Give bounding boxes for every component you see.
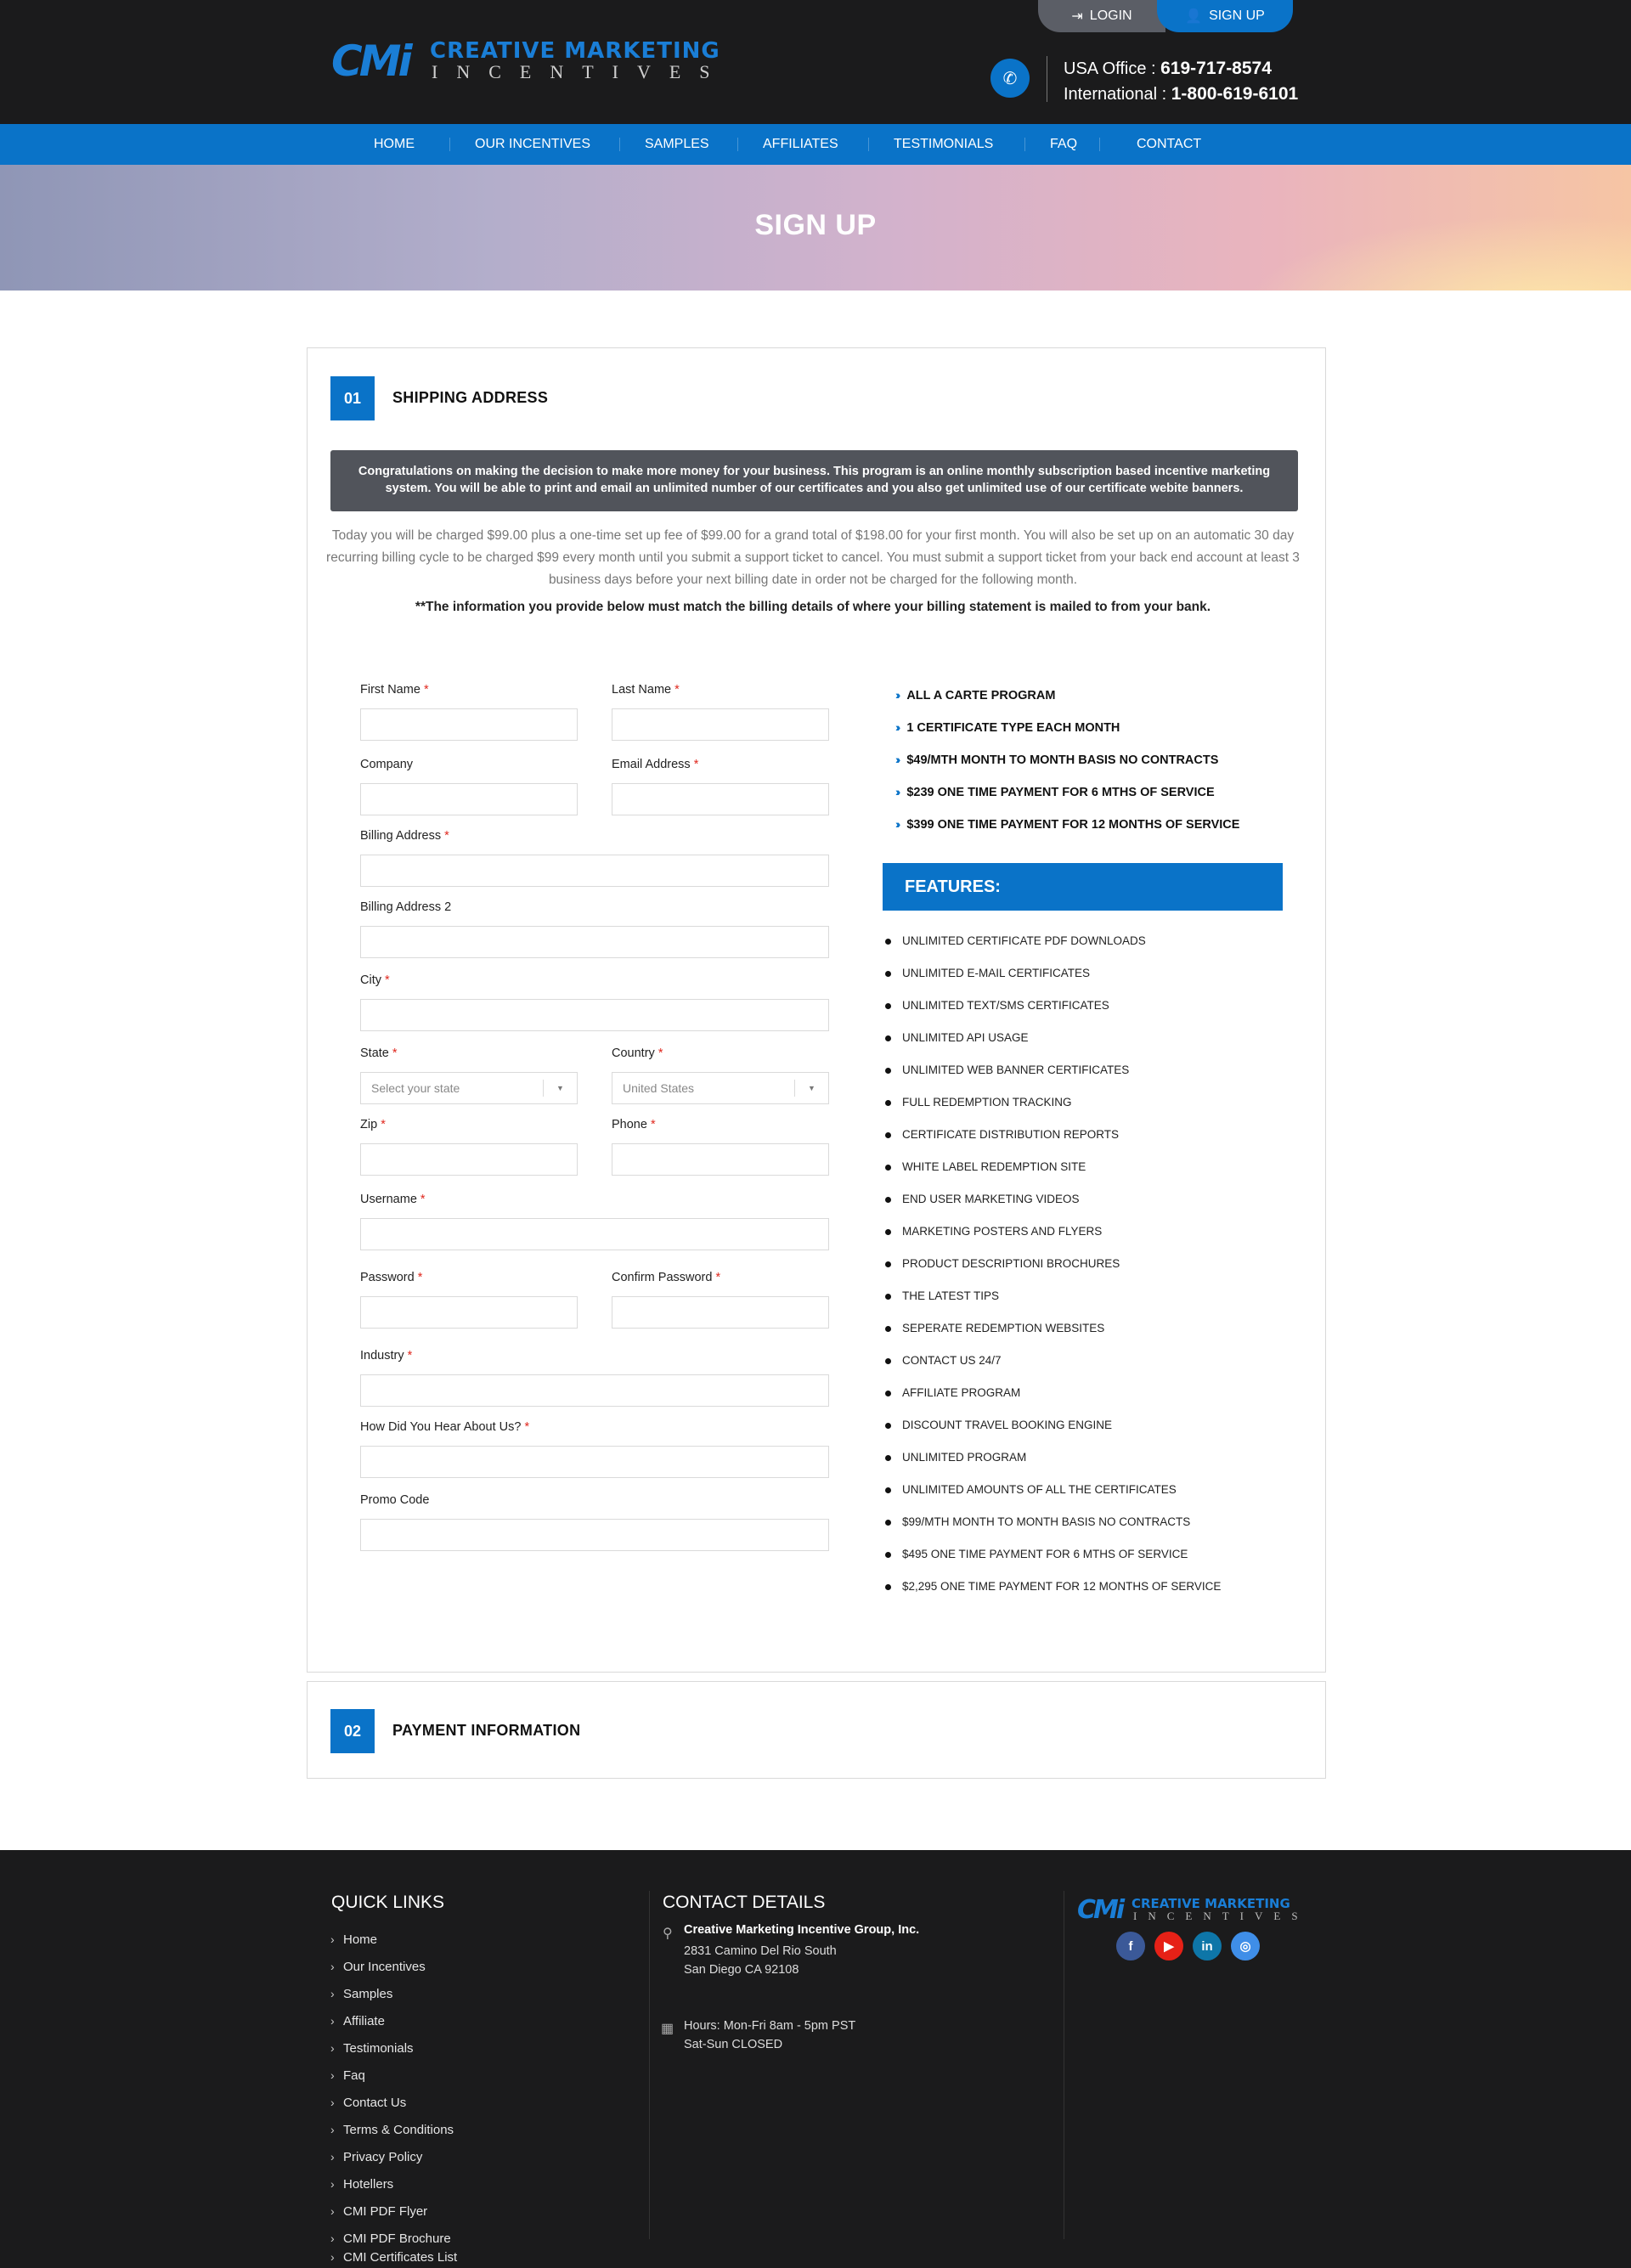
- state-label: State *: [360, 1047, 398, 1060]
- bullet-icon: [885, 1326, 891, 1332]
- feature-item: UNLIMITED E-MAIL CERTIFICATES: [902, 967, 1090, 979]
- bullet-icon: [885, 1068, 891, 1074]
- bullet-icon: [885, 1035, 891, 1041]
- bullet-icon: [885, 1358, 891, 1364]
- zip-input[interactable]: [360, 1143, 578, 1176]
- auth-tabs: [1038, 0, 1293, 32]
- footer-link-contact-us[interactable]: › Contact Us: [330, 2096, 407, 2110]
- plan-item: ›› $239 ONE TIME PAYMENT FOR 6 MTHS OF SERVICE: [895, 785, 1215, 799]
- bullet-icon: [885, 1520, 891, 1526]
- email-input[interactable]: [612, 783, 829, 815]
- bullet-icon: [885, 1487, 891, 1493]
- step-title: SHIPPING ADDRESS: [392, 389, 549, 406]
- chevron-right-icon: ›: [330, 1987, 335, 2000]
- chevron-right-icon: ›: [330, 2123, 335, 2136]
- bullet-icon: [885, 1100, 891, 1106]
- footer: [0, 1850, 1631, 2268]
- map-pin-icon: ⚲: [663, 1927, 673, 1941]
- bullet-icon: [885, 1003, 891, 1009]
- zip-label: Zip *: [360, 1118, 386, 1131]
- footer-address2: San Diego CA 92108: [684, 1963, 799, 1977]
- promo-code-label: Promo Code: [360, 1493, 430, 1507]
- payment-information-card[interactable]: [307, 1681, 1326, 1779]
- country-select[interactable]: United States ▼: [612, 1072, 829, 1104]
- feature-item: WHITE LABEL REDEMPTION SITE: [902, 1160, 1086, 1173]
- bullet-icon: [885, 939, 891, 945]
- feature-item: $2,295 ONE TIME PAYMENT FOR 12 MONTHS OF SERVICE: [902, 1580, 1221, 1593]
- company-input[interactable]: [360, 783, 578, 815]
- site-logo[interactable]: [331, 37, 756, 86]
- feature-item: UNLIMITED API USAGE: [902, 1031, 1029, 1044]
- footer-link-samples[interactable]: › Samples: [330, 1987, 393, 2001]
- bullet-icon: [885, 1423, 891, 1429]
- user-plus-icon: 👤: [1185, 9, 1203, 24]
- logo-line2: INCENTIVES: [432, 61, 729, 82]
- confirm-password-label: Confirm Password *: [612, 1271, 721, 1284]
- feature-item: MARKETING POSTERS AND FLYERS: [902, 1225, 1102, 1238]
- logo-mark: CMi: [331, 37, 409, 86]
- nav-testimonials[interactable]: TESTIMONIALS: [894, 137, 994, 151]
- bullet-icon: [885, 1391, 891, 1396]
- feature-item: UNLIMITED CERTIFICATE PDF DOWNLOADS: [902, 934, 1146, 947]
- nav-divider: [868, 138, 869, 151]
- main-nav: [0, 124, 1631, 165]
- company-label: Company: [360, 758, 414, 771]
- feature-item: FULL REDEMPTION TRACKING: [902, 1096, 1072, 1109]
- hear-about-input[interactable]: [360, 1446, 829, 1478]
- footer-link-pdf-flyer[interactable]: › CMI PDF Flyer: [330, 2204, 428, 2219]
- nav-samples[interactable]: SAMPLES: [645, 137, 709, 151]
- step-title: PAYMENT INFORMATION: [392, 1722, 581, 1739]
- page-title: SIGN UP: [754, 209, 877, 241]
- nav-contact[interactable]: CONTACT: [1137, 137, 1202, 151]
- plan-item: ›› $399 ONE TIME PAYMENT FOR 12 MONTHS OF SERVICE: [895, 817, 1240, 832]
- chevron-down-icon: ▼: [794, 1080, 828, 1097]
- last-name-input[interactable]: [612, 708, 829, 741]
- feature-item: THE LATEST TIPS: [902, 1289, 999, 1302]
- first-name-input[interactable]: [360, 708, 578, 741]
- feature-item: UNLIMITED TEXT/SMS CERTIFICATES: [902, 999, 1109, 1012]
- footer-link-our-incentives[interactable]: › Our Incentives: [330, 1960, 426, 1974]
- promo-code-input[interactable]: [360, 1519, 829, 1551]
- double-chevron-icon: ››: [895, 785, 899, 798]
- facebook-icon[interactable]: f: [1116, 1932, 1145, 1961]
- bullet-icon: [885, 1294, 891, 1300]
- chevron-right-icon: ›: [330, 1932, 335, 1946]
- nav-our-incentives[interactable]: OUR INCENTIVES: [475, 137, 591, 151]
- username-label: Username *: [360, 1193, 426, 1206]
- double-chevron-icon: ››: [895, 753, 899, 766]
- footer-link-affiliate[interactable]: › Affiliate: [330, 2014, 385, 2028]
- step-number: 02: [330, 1709, 375, 1753]
- hero-banner: [0, 165, 1631, 291]
- billing-info: Today you will be charged $99.00 plus a one-time set up fee of $99.00 for a grand total of $198.00 for your first month. You will also be set up on an automatic 30 day recurring billing cycle to be charged $99 every month until you submit a support ticket to cancel. You must submit a support ticket from your back end account at least 3 business days before your next billing date in order not be charged for the following month.: [326, 528, 1300, 587]
- country-label: Country *: [612, 1047, 663, 1060]
- bullet-icon: [885, 1229, 891, 1235]
- footer-hours1: Hours: Mon-Fri 8am - 5pm PST: [684, 2019, 856, 2033]
- footer-link-pdf-brochure[interactable]: › CMI PDF Brochure: [330, 2231, 451, 2246]
- nav-affiliates[interactable]: AFFILIATES: [763, 137, 838, 151]
- shipping-address-card: [307, 347, 1326, 1673]
- footer-link-privacy[interactable]: › Privacy Policy: [330, 2150, 423, 2164]
- billing-address2-input[interactable]: [360, 926, 829, 958]
- feature-item: PRODUCT DESCRIPTIONI BROCHURES: [902, 1257, 1120, 1270]
- billing-address-input[interactable]: [360, 855, 829, 887]
- password-input[interactable]: [360, 1296, 578, 1329]
- double-chevron-icon: ››: [895, 720, 899, 734]
- bullet-icon: [885, 1261, 891, 1267]
- calendar-icon: ▦: [661, 2022, 674, 2036]
- chevron-right-icon: ›: [330, 2204, 335, 2218]
- phone-label: Phone *: [612, 1118, 656, 1131]
- feature-item: CONTACT US 24/7: [902, 1354, 1002, 1367]
- phone-input[interactable]: [612, 1143, 829, 1176]
- linkedin-icon[interactable]: in: [1193, 1932, 1222, 1961]
- chevron-right-icon: ›: [330, 1960, 335, 1973]
- chevron-right-icon: ›: [330, 2250, 335, 2264]
- footer-logo[interactable]: CMi CREATIVE MARKETING INCENTIVES: [1077, 1895, 1309, 1925]
- double-chevron-icon: ››: [895, 688, 899, 702]
- feature-item: DISCOUNT TRAVEL BOOKING ENGINE: [902, 1419, 1112, 1431]
- usa-phone[interactable]: 619-717-8574: [1160, 59, 1272, 78]
- chevron-right-icon: ›: [330, 2014, 335, 2028]
- contact-details-title: CONTACT DETAILS: [663, 1893, 826, 1912]
- youtube-icon[interactable]: ▶: [1154, 1932, 1183, 1961]
- instagram-icon[interactable]: ◎: [1231, 1932, 1260, 1961]
- footer-company: Creative Marketing Incentive Group, Inc.: [684, 1923, 920, 1937]
- state-select[interactable]: Select your state ▼: [360, 1072, 578, 1104]
- chevron-right-icon: ›: [330, 2041, 335, 2055]
- double-chevron-icon: ››: [895, 817, 899, 831]
- industry-label: Industry *: [360, 1349, 413, 1362]
- header: [0, 0, 1631, 124]
- login-icon: ⇥: [1071, 9, 1083, 24]
- chevron-right-icon: ›: [330, 2150, 335, 2164]
- features-heading: FEATURES:: [883, 863, 1283, 911]
- city-input[interactable]: [360, 999, 829, 1031]
- billing-address2-label: Billing Address 2: [360, 900, 452, 914]
- password-label: Password *: [360, 1271, 423, 1284]
- header-phones: USA Office : 619-717-8574 International : 1-800-619-6101: [1064, 59, 1299, 104]
- first-name-label: First Name *: [360, 683, 429, 697]
- plan-item: ›› 1 CERTIFICATE TYPE EACH MONTH: [895, 720, 1120, 735]
- feature-item: END USER MARKETING VIDEOS: [902, 1193, 1080, 1205]
- confirm-password-input[interactable]: [612, 1296, 829, 1329]
- nav-divider: [1024, 138, 1025, 151]
- nav-divider: [619, 138, 620, 151]
- chevron-down-icon: ▼: [543, 1080, 577, 1097]
- footer-link-faq[interactable]: › Faq: [330, 2068, 365, 2083]
- email-label: Email Address *: [612, 758, 699, 771]
- chevron-right-icon: ›: [330, 2177, 335, 2191]
- bullet-icon: [885, 1197, 891, 1203]
- signup-button[interactable]: 👤 SIGN UP: [1157, 0, 1293, 32]
- bullet-icon: [885, 1552, 891, 1558]
- feature-item: UNLIMITED PROGRAM: [902, 1451, 1026, 1464]
- username-input[interactable]: [360, 1218, 829, 1250]
- nav-faq[interactable]: FAQ: [1050, 137, 1078, 151]
- billing-note: **The information you provide below must match the billing details of where your billing statement is mailed to from your bank.: [415, 600, 1211, 614]
- plan-item: ›› $49/MTH MONTH TO MONTH BASIS NO CONTRACTS: [895, 753, 1219, 767]
- footer-link-home[interactable]: › Home: [330, 1932, 378, 1947]
- hear-about-label: How Did You Hear About Us? *: [360, 1420, 530, 1434]
- notice-banner: Congratulations on making the decision to make more money for your business. This program is an online monthly subscription based incentive marketing system. You will be able to print and email an unlimited number of our certificates and you also get unlimited use of our certificate webite banners.: [330, 450, 1298, 511]
- login-button[interactable]: ⇥ LOGIN: [1038, 0, 1165, 32]
- billing-address-label: Billing Address *: [360, 829, 449, 843]
- feature-item: UNLIMITED WEB BANNER CERTIFICATES: [902, 1063, 1129, 1076]
- footer-address1: 2831 Camino Del Rio South: [684, 1944, 837, 1958]
- feature-item: $495 ONE TIME PAYMENT FOR 6 MTHS OF SERVICE: [902, 1548, 1188, 1560]
- footer-divider: [649, 1891, 650, 2239]
- footer-link-testimonials[interactable]: › Testimonials: [330, 2041, 414, 2056]
- plan-item: ›› ALL A CARTE PROGRAM: [895, 688, 1056, 702]
- phone-icon: ✆: [990, 59, 1030, 98]
- feature-item: AFFILIATE PROGRAM: [902, 1386, 1020, 1399]
- feature-item: SEPERATE REDEMPTION WEBSITES: [902, 1322, 1104, 1334]
- bullet-icon: [885, 971, 891, 977]
- nav-divider: [737, 138, 738, 151]
- feature-item: CERTIFICATE DISTRIBUTION REPORTS: [902, 1128, 1119, 1141]
- logo-line1: CREATIVE MARKETING: [430, 38, 720, 64]
- footer-link-terms[interactable]: › Terms & Conditions: [330, 2123, 454, 2137]
- last-name-label: Last Name *: [612, 683, 680, 697]
- bullet-icon: [885, 1584, 891, 1590]
- step-number: 01: [330, 376, 375, 420]
- bullet-icon: [885, 1132, 891, 1138]
- footer-link-hotellers[interactable]: › Hotellers: [330, 2177, 394, 2192]
- intl-phone[interactable]: 1-800-619-6101: [1171, 84, 1299, 104]
- chevron-right-icon: ›: [330, 2231, 335, 2245]
- chevron-right-icon: ›: [330, 2068, 335, 2082]
- industry-input[interactable]: [360, 1374, 829, 1407]
- chevron-right-icon: ›: [330, 2096, 335, 2109]
- footer-hours2: Sat-Sun CLOSED: [684, 2038, 783, 2051]
- nav-divider: [449, 138, 450, 151]
- feature-item: $99/MTH MONTH TO MONTH BASIS NO CONTRACTS: [902, 1515, 1190, 1528]
- feature-item: UNLIMITED AMOUNTS OF ALL THE CERTIFICATES: [902, 1483, 1177, 1496]
- city-label: City *: [360, 973, 390, 987]
- nav-divider: [1099, 138, 1100, 151]
- quick-links-title: QUICK LINKS: [331, 1893, 445, 1912]
- nav-home[interactable]: HOME: [374, 137, 415, 151]
- bullet-icon: [885, 1165, 891, 1171]
- bullet-icon: [885, 1455, 891, 1461]
- footer-link-certificates-list[interactable]: › CMI Certificates List: [330, 2250, 458, 2265]
